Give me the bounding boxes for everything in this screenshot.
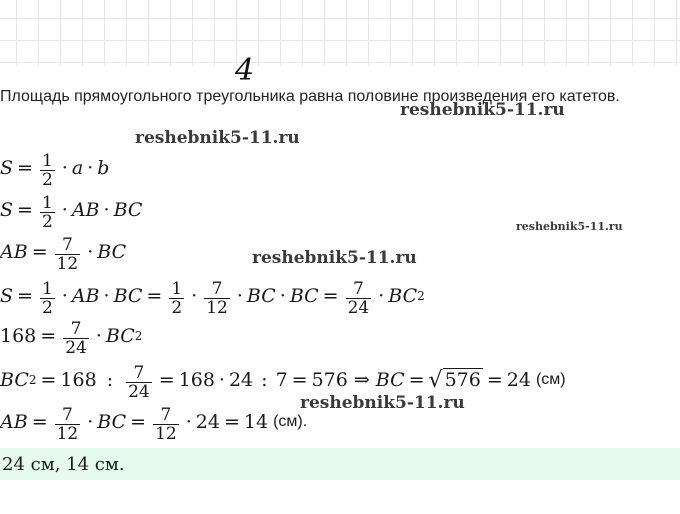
grid-paper-header <box>0 0 680 88</box>
task-number-cutoff: 4 <box>235 53 255 88</box>
watermark: reshebnik5-11.ru <box>135 128 300 148</box>
theory-sentence: Площадь прямоугольного треугольника равна половине произведения его катетов. <box>0 88 620 105</box>
watermark: reshebnik5-11.ru <box>300 393 465 413</box>
formula-area-substitution: S = $\frac{1}{2}$ · AB · BC = $\frac{1}{2}$ · $\frac{7}{12}$ · BC · BC = $\frac{7}{24}$ · BC 2 <box>0 279 425 318</box>
watermark: reshebnik5-11.ru <box>400 100 565 120</box>
formula-ab-solution: AB = $\frac{7}{12}$ · BC = $\frac{7}{12}$ · 24 = 14 (см). <box>0 405 308 444</box>
answer-text: 24 см, 14 см. <box>2 453 125 475</box>
watermark: reshebnik5-11.ru <box>516 220 623 233</box>
formula-bc-solution: BC 2 = 168 : $\frac{7}{24}$ = 168 · 24 : 7 = 576 ⇒ BC = √ 576 = 24 (см) <box>0 363 566 402</box>
answer-box <box>0 448 680 480</box>
formula-ab-ratio: AB = $\frac{7}{12}$ · BC <box>0 235 127 274</box>
watermark: reshebnik5-11.ru <box>252 248 417 268</box>
formula-area-legs: S = $\frac{1}{2}$ · AB · BC <box>0 193 143 232</box>
formula-area-value: 168 = $\frac{7}{24}$ · BC 2 <box>0 319 143 358</box>
formula-area-general: S = $\frac{1}{2}$ · a · b <box>0 151 110 190</box>
